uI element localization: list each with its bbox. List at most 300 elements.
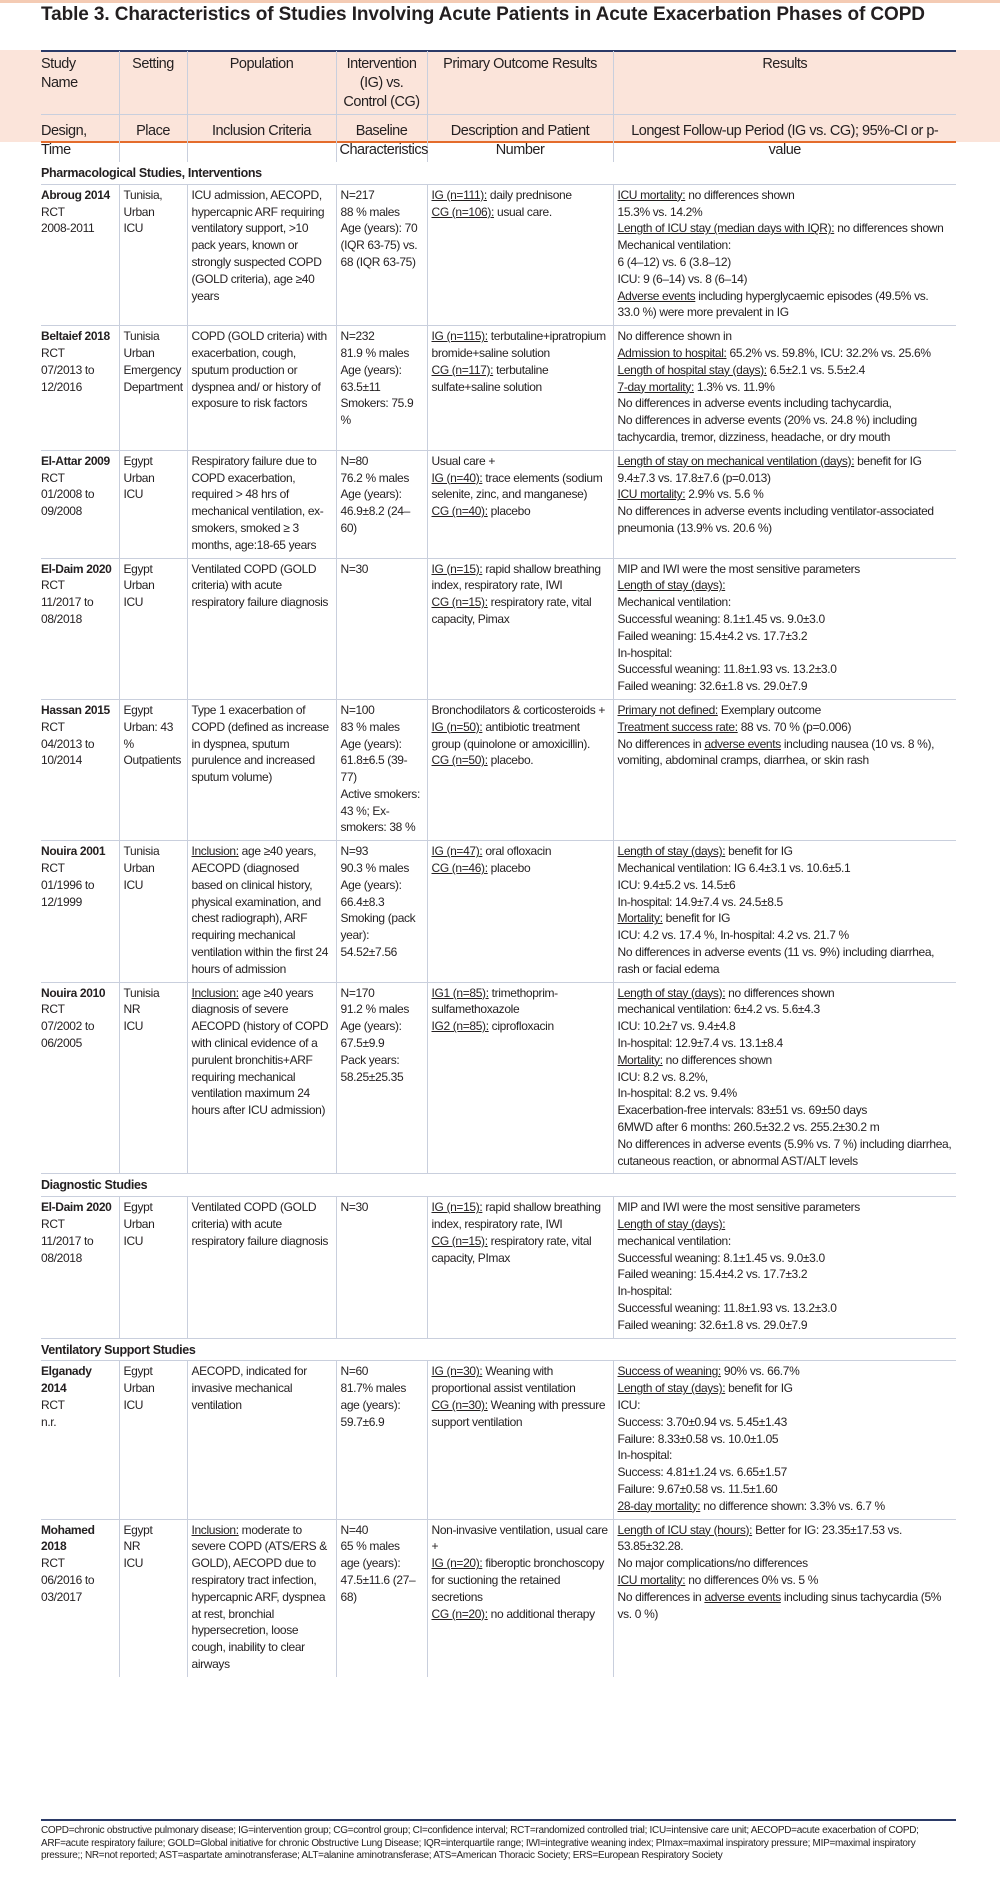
result-line [618, 1572, 953, 1589]
value-text: placebo [487, 861, 531, 876]
results-cell [613, 184, 956, 325]
value-text: Successful weaning: 8.1±1.45 vs. 9.0±3.0 [617, 1250, 825, 1265]
baseline-cell [336, 699, 427, 840]
value-text: ICU: [617, 1397, 641, 1412]
population-text: ICU admission, AECOPD, hypercapnic ARF requiring ventilatory support, >10 pack years, known or strongly suspected COPD (GOLD criteria), age ≥40 years [191, 187, 325, 303]
study-name: El-Attar 2009 [41, 453, 110, 468]
value-text: no differences shown [834, 221, 944, 236]
setting-line: NR [123, 1539, 141, 1554]
result-line [618, 1052, 953, 1069]
value-text: No differences in adverse events including ventilator-associated pneumonia (13.9% vs. 20.6 %) [617, 504, 934, 535]
setting-line: ICU [123, 1397, 144, 1412]
result-line [618, 204, 953, 221]
study-design: RCT [41, 1217, 65, 1232]
value-text: Exacerbation-free intervals: 83±51 vs. 69±50 days [617, 1103, 867, 1118]
setting-line: Emergency Department [123, 362, 183, 394]
baseline-line: Age (years): 70 (IQR 63-75) vs. 68 (IQR 63-75) [340, 221, 418, 269]
baseline-cell [336, 558, 427, 699]
table-row [41, 1519, 956, 1677]
value-text: ICU: 4.2 vs. 17.4 %, In-hospital: 4.2 vs. 21.7 % [617, 928, 849, 943]
setting-cell [119, 1519, 187, 1677]
value-text: MIP and IWI were the most sensitive parameters [617, 1200, 860, 1215]
value-text: ciprofloxacin [488, 1019, 554, 1034]
result-line: No differences in adverse events including nausea (10 vs. 8 %), vomiting, abdominal cramps, diarrhea, or skin rash [617, 736, 935, 768]
study-name: Beltaief 2018 [41, 329, 110, 344]
underlined-label: Length of ICU stay (hours): [617, 1522, 753, 1537]
baseline-line: Age (years): 67.5±9.9 [340, 1019, 402, 1051]
study-design: RCT [41, 861, 65, 876]
header-cell: Study Name [41, 56, 78, 91]
value-text: mechanical ventilation: 6±4.2 vs. 5.6±4.3 [617, 1002, 820, 1017]
result-line [618, 577, 953, 594]
underlined-label: IG1 (n=85): [431, 985, 489, 1000]
result-line [618, 362, 953, 379]
section-title: Ventilatory Support Studies [41, 1338, 956, 1361]
top-decorative-rule [0, 0, 1000, 3]
value-text: 2.9% vs. 5.6 % [685, 487, 764, 502]
value-text: In-hospital: [617, 1284, 672, 1299]
underlined-label: ICU mortality: [617, 1572, 686, 1587]
result-line [618, 719, 953, 736]
result-line [618, 1069, 953, 1086]
study-design: 04/2013 to 10/2014 [41, 736, 95, 768]
value-text: no differences shown [662, 1052, 772, 1067]
table-row [41, 1197, 956, 1338]
baseline-line: 91.2 % males [340, 1002, 410, 1017]
table-row [41, 982, 956, 1174]
result-line [618, 254, 953, 271]
result-line [618, 271, 953, 288]
header-cell: Results [613, 51, 956, 115]
header-row-2 [41, 115, 956, 163]
population-text: AECOPD, indicated for invasive mechanical ventilation [191, 1364, 307, 1412]
population-cell [187, 699, 336, 840]
value-text: In-hospital: 14.9±7.4 vs. 24.5±8.5 [617, 894, 783, 909]
value-text: daily prednisone [486, 187, 572, 202]
section-title: Diagnostic Studies [41, 1174, 956, 1197]
population-cell [187, 558, 336, 699]
result-line [618, 379, 953, 396]
underlined-label: CG (n=50): [431, 753, 488, 768]
result-line [618, 1522, 953, 1556]
underlined-label: CG (n=106): [431, 204, 495, 219]
outcome-line [432, 328, 609, 362]
setting-line: Urban [123, 470, 155, 485]
results-cell [613, 450, 956, 558]
header-cell: Longest Follow-up Period (IG vs. CG); 95%-CI or p-value [613, 115, 956, 163]
study-name-cell [41, 184, 119, 325]
baseline-line: N=93 [340, 844, 369, 859]
baseline-cell [336, 184, 427, 325]
value-text: Mechanical ventilation: [617, 238, 731, 253]
baseline-cell [336, 326, 427, 451]
result-line [618, 843, 953, 860]
underlined-label: Length of stay (days): [617, 985, 726, 1000]
setting-line: Egypt [123, 561, 153, 576]
outcome-line [432, 1363, 609, 1397]
header-cell: Description and Patient Number [427, 115, 613, 163]
baseline-line: N=170 [340, 985, 375, 1000]
underlined-label: 7-day mortality: [617, 379, 694, 394]
outcome-line [432, 204, 609, 221]
value-text: benefit for IG [662, 911, 731, 926]
baseline-line: Age (years): 61.8±6.5 (39-77) [340, 736, 408, 785]
value-text: 65.2% vs. 59.8%, ICU: 32.2% vs. 25.6% [726, 345, 931, 360]
outcome-line [432, 1018, 609, 1035]
setting-line: Urban: 43 % [123, 719, 174, 751]
underlined-label: IG (n=40): [431, 470, 483, 485]
baseline-line: N=30 [340, 1200, 369, 1215]
result-line [618, 237, 953, 254]
baseline-line: N=232 [340, 329, 375, 344]
population-cell [187, 1361, 336, 1519]
table-footnote: COPD=chronic obstructive pulmonary disease; IG=intervention group; CG=control group; CI=confidence interval; RCT=randomized controlled trial; ICU=intensive care unit; AECOPD=acute exacerbation of COPD; ARF=acute respiratory failure; GOLD=Global initiative for chronic Obstructive Lung Disease; IQR=interquartile range; IWI=integrative weaning index; PImax=maximal inspiratory pressure; MIP=maximal inspiratory pressure;; NR=not reported; AST=aspartate aminotransferase; ALT=alanine aminotransferase; ATS=American Thoracic Society; ERS=European Respiratory Society [41, 1825, 919, 1861]
outcome-line [432, 752, 609, 769]
baseline-line: Smoking (pack year): 54.52±7.56 [340, 911, 416, 960]
result-line [618, 877, 953, 894]
value-text: benefit for IG [725, 1381, 793, 1396]
population-text: Ventilated COPD (GOLD criteria) with acute respiratory failure diagnosis [191, 561, 329, 610]
setting-line: NR [123, 1002, 141, 1017]
baseline-line: N=60 [340, 1364, 369, 1379]
study-name-cell [41, 841, 119, 982]
underlined-label: CG (n=15): [431, 595, 488, 610]
underlined-label: Length of stay (days): [617, 1217, 726, 1232]
outcome-line [432, 985, 609, 1019]
outcome-line [432, 470, 609, 504]
population-cell [187, 841, 336, 982]
underlined-label: 28-day mortality: [617, 1498, 701, 1513]
outcome-line [432, 503, 609, 520]
baseline-cell [336, 450, 427, 558]
underlined-label: IG (n=20): [431, 1556, 483, 1571]
outcome-cell [427, 982, 613, 1174]
result-line [618, 594, 953, 611]
underlined-label: IG (n=15): [431, 1200, 483, 1215]
results-cell [613, 1361, 956, 1519]
results-cell [613, 1197, 956, 1338]
value-text: No differences in adverse events (11 vs. 9%) including diarrhea, rash or facial edema [617, 945, 935, 976]
result-line [618, 1498, 953, 1515]
setting-cell [119, 450, 187, 558]
underlined-label: Length of stay (days): [617, 578, 726, 593]
underlined-label: Length of ICU stay (median days with IQR): [617, 221, 835, 236]
study-design: RCT [41, 1002, 65, 1017]
setting-line: ICU [123, 877, 144, 892]
result-line [618, 1136, 953, 1170]
table-row [41, 1361, 956, 1519]
underlined-label: CG (n=46): [431, 861, 488, 876]
study-design: RCT [41, 1397, 65, 1412]
outcome-cell [427, 558, 613, 699]
setting-cell [119, 184, 187, 325]
underlined-label: IG (n=115): [431, 329, 488, 344]
study-design: RCT [41, 1556, 65, 1571]
value-text: Failure: 8.33±0.58 vs. 10.0±1.05 [617, 1431, 779, 1446]
study-name: El-Daim 2020 [41, 561, 112, 576]
value-text: benefit for IG [725, 844, 793, 859]
value-text: No differences in adverse events including tachycardia, [617, 396, 892, 411]
setting-line: Urban [123, 1217, 155, 1232]
population-text: COPD (GOLD criteria) with exacerbation, cough, sputum production or dyspnea and/ or history of exposure to risk factors [191, 329, 327, 411]
study-design: RCT [41, 578, 65, 593]
setting-line: Egypt [123, 702, 153, 717]
value-text: fiberoptic bronchoscopy for suctioning the retained secretions [431, 1556, 605, 1604]
setting-cell [119, 558, 187, 699]
baseline-line: Age (years): 46.9±8.2 (24–60) [340, 487, 410, 535]
header-cell: Inclusion Criteria [187, 115, 336, 163]
value-text: In-hospital: [617, 645, 672, 660]
study-name-cell [41, 558, 119, 699]
outcome-cell [427, 1361, 613, 1519]
table-body [41, 162, 956, 1677]
result-line [618, 944, 953, 978]
value-text: 15.3% vs. 14.2% [617, 204, 703, 219]
header-cell: Primary Outcome Results [427, 51, 613, 115]
table-row [41, 699, 956, 840]
result-line [618, 1001, 953, 1018]
result-line [618, 453, 953, 487]
section-header-row [41, 162, 956, 184]
baseline-cell [336, 1361, 427, 1519]
result-line [618, 412, 953, 446]
result-line [618, 702, 953, 719]
baseline-line: 83 % males [340, 719, 400, 734]
result-line [618, 1481, 953, 1498]
value-text: Weaning with pressure support ventilation [431, 1397, 606, 1429]
value-text: respiratory rate, vital capacity, Pimax [431, 595, 592, 626]
setting-line: ICU [123, 1233, 144, 1248]
outcome-cell [427, 326, 613, 451]
table-row [41, 326, 956, 451]
results-cell [613, 558, 956, 699]
setting-cell [119, 1197, 187, 1338]
baseline-line: 76.2 % males [340, 470, 410, 485]
study-name-cell [41, 1197, 119, 1338]
value-text: Failed weaning: 15.4±4.2 vs. 17.7±3.2 [617, 1267, 808, 1282]
outcome-line [432, 702, 609, 719]
result-line [618, 486, 953, 503]
result-line [618, 1447, 953, 1464]
setting-line: ICU [123, 487, 144, 502]
results-cell [613, 982, 956, 1174]
section-header-row [41, 1174, 956, 1197]
result-line [618, 395, 953, 412]
value-text: 88 vs. 70 % (p=0.006) [737, 719, 852, 734]
setting-line: Urban [123, 204, 155, 219]
study-design: RCT [41, 719, 65, 734]
baseline-line: Age (years): 66.4±8.3 [340, 877, 402, 909]
underlined-label: Adverse events [617, 288, 696, 303]
value-text: 1.3% vs. 11.9% [693, 379, 775, 394]
study-name: Mohamed 2018 [41, 1522, 95, 1554]
outcome-line [432, 719, 609, 753]
study-name-cell [41, 1519, 119, 1677]
header-cell: Setting [119, 51, 187, 115]
outcome-line [432, 1555, 609, 1605]
study-design: RCT [41, 345, 65, 360]
study-design: n.r. [41, 1414, 57, 1429]
study-name-cell [41, 1361, 119, 1519]
results-cell [613, 326, 956, 451]
study-design: RCT [41, 204, 65, 219]
population-text: Respiratory failure due to COPD exacerbation, required > 48 hrs of mechanical ventilation, ex-smokers, smoked ≥ 3 months, age:18-65 years [191, 453, 324, 552]
underlined-label: Mortality: [617, 911, 663, 926]
setting-cell [119, 982, 187, 1174]
baseline-cell [336, 841, 427, 982]
outcome-line [432, 1522, 609, 1556]
setting-line: Urban [123, 345, 155, 360]
study-name-cell [41, 699, 119, 840]
underlined-label: CG (n=15): [431, 1233, 488, 1248]
underlined-label: CG (n=30): [431, 1397, 488, 1412]
results-cell [613, 1519, 956, 1677]
value-text: ICU: 9 (6–14) vs. 8 (6–14) [617, 271, 748, 286]
value-text: Successful weaning: 11.8±1.93 vs. 13.2±3.0 [617, 1301, 837, 1315]
baseline-line: N=40 [340, 1522, 369, 1537]
study-name-cell [41, 326, 119, 451]
header-cell: Population [187, 51, 336, 115]
result-line [618, 661, 953, 678]
value-text: including hyperglycaemic episodes (49.5% vs. 33.0 %) were more prevalent in IG [617, 288, 929, 320]
table-row [41, 450, 956, 558]
underlined-label: Length of hospital stay (days): [617, 362, 767, 377]
value-text: no differences 0% vs. 5 % [685, 1572, 819, 1587]
value-text: Successful weaning: 8.1±1.45 vs. 9.0±3.0 [617, 611, 825, 626]
value-text: oral ofloxacin [482, 844, 552, 859]
population-cell [187, 982, 336, 1174]
result-line: No differences in adverse events including sinus tachycardia (5% vs. 0 %) [617, 1589, 942, 1621]
underlined-label: Treatment success rate: [617, 719, 738, 734]
table-row [41, 841, 956, 982]
baseline-cell [336, 1519, 427, 1677]
result-line [618, 611, 953, 628]
baseline-line: 81.9 % males [340, 345, 410, 360]
population-text: Inclusion: age ≥40 years, AECOPD (diagnosed based on clinical history, physical examination, and chest radiograph), ARF requiring mechanical ventilation within the first 24 hours of admission [191, 844, 329, 976]
value-text: Failed weaning: 32.6±1.8 vs. 29.0±7.9 [617, 1317, 808, 1332]
study-design: 06/2016 to 03/2017 [41, 1572, 95, 1604]
population-cell [187, 184, 336, 325]
value-text: no differences shown [725, 985, 835, 1000]
value-text: trace elements (sodium selenite, zinc, and manganese) [431, 470, 603, 502]
result-line [618, 1233, 953, 1250]
result-line [618, 503, 953, 537]
result-line [618, 1283, 953, 1300]
value-text: Exemplary outcome [717, 702, 821, 717]
result-line [618, 894, 953, 911]
value-text: rapid shallow breathing index, respiratory rate, IWI [431, 561, 601, 593]
underlined-label: Length of stay (days): [617, 1381, 726, 1396]
value-text: no additional therapy [487, 1606, 595, 1621]
result-line [618, 678, 953, 695]
outcome-line [432, 561, 609, 595]
underlined-label: CG (n=117): [431, 362, 494, 377]
setting-line: Egypt [123, 1522, 153, 1537]
result-line [618, 1085, 953, 1102]
baseline-line: N=100 [340, 702, 375, 717]
baseline-line: age (years): 59.7±6.9 [340, 1397, 401, 1429]
result-line [618, 328, 953, 345]
underlined-label: Mortality: [617, 1052, 663, 1067]
value-text: benefit for IG 9.4±7.3 vs. 17.8±7.6 (p=0.013) [617, 453, 922, 485]
value-text: respiratory rate, vital capacity, PImax [431, 1233, 592, 1265]
setting-line: Tunisia [123, 844, 160, 859]
value-text: trimethoprim-sulfamethoxazole [431, 985, 558, 1017]
baseline-line: Smokers: 75.9 % [340, 396, 414, 428]
result-line [618, 1119, 953, 1136]
population-text: Type 1 exacerbation of COPD (defined as increase in dyspnea, sputum purulence and increased sputum volume) [191, 702, 329, 785]
results-cell [613, 699, 956, 840]
population-cell [187, 326, 336, 451]
underlined-label: IG (n=47): [431, 844, 483, 859]
value-text: Mechanical ventilation: [617, 595, 731, 610]
value-text: antibiotic treatment group (quinolone or amoxicillin). [431, 719, 591, 751]
outcome-cell [427, 841, 613, 982]
section-title: Pharmacological Studies, Interventions [41, 166, 262, 180]
underlined-label: ICU mortality: [617, 487, 686, 502]
population-text: Inclusion: age ≥40 years diagnosis of severe AECOPD (history of COPD with clinical evidence of a purulent bronchitis+ARF requiring mechanical ventilation maximum 24 hours after ICU admission) [191, 985, 329, 1118]
result-line [618, 1250, 953, 1267]
outcome-line [432, 1199, 609, 1233]
underlined-label: IG2 (n=85): [431, 1019, 489, 1034]
value-text: no difference shown: 3.3% vs. 6.7 % [700, 1498, 885, 1513]
setting-line: Tunisia, [123, 187, 163, 202]
outcome-line [432, 1397, 609, 1431]
value-text: In-hospital: [617, 1448, 672, 1463]
underlined-label: Admission to hospital: [617, 345, 727, 360]
baseline-line: 81.7% males [340, 1381, 407, 1396]
result-line [618, 1380, 953, 1397]
underlined-label: IG (n=30): [431, 1364, 483, 1379]
value-text: ICU: 8.2 vs. 8.2%, [617, 1069, 708, 1084]
baseline-line: Age (years): 63.5±11 [340, 362, 402, 394]
result-line [618, 860, 953, 877]
outcome-cell [427, 699, 613, 840]
setting-line: ICU [123, 595, 144, 610]
underlined-label: Primary not defined: [617, 702, 718, 717]
study-design: 01/2008 to 09/2008 [41, 487, 95, 519]
result-line [618, 561, 953, 578]
value-text: Mechanical ventilation: IG 6.4±3.1 vs. 10.6±5.1 [617, 861, 851, 876]
baseline-line: age (years): 47.5±11.6 (27–68) [340, 1556, 416, 1604]
outcome-line [432, 1233, 609, 1267]
value-text: Bronchodilators & corticosteroids + [431, 702, 606, 717]
outcome-line [432, 362, 609, 396]
value-text: Better for IG: 23.35±17.53 vs. 53.85±32.28. [617, 1522, 902, 1554]
study-name-cell [41, 982, 119, 1174]
setting-line: Outpatients [123, 753, 182, 768]
population-text: Ventilated COPD (GOLD criteria) with acute respiratory failure diagnosis [191, 1200, 329, 1248]
study-design: 07/2002 to 06/2005 [41, 1019, 95, 1051]
setting-line: Egypt [123, 1200, 153, 1215]
outcome-line [432, 453, 609, 470]
result-line [618, 1035, 953, 1052]
result-line [618, 1216, 953, 1233]
setting-line: Urban [123, 1381, 155, 1396]
result-line [618, 628, 953, 645]
table-title: Table 3. Characteristics of Studies Involving Acute Patients in Acute Exacerbation Phases of COPD [41, 4, 925, 25]
table-row [41, 558, 956, 699]
value-text: Successful weaning: 11.8±1.93 vs. 13.2±3.0 [617, 662, 837, 677]
result-line [618, 1363, 953, 1380]
baseline-line: N=217 [340, 187, 375, 202]
value-text: Non-invasive ventilation, usual care + [431, 1522, 608, 1554]
result-line [618, 1199, 953, 1216]
baseline-cell [336, 982, 427, 1174]
setting-line: ICU [123, 221, 144, 236]
value-text: usual care. [494, 204, 552, 219]
study-design: 07/2013 to 12/2016 [41, 362, 95, 394]
